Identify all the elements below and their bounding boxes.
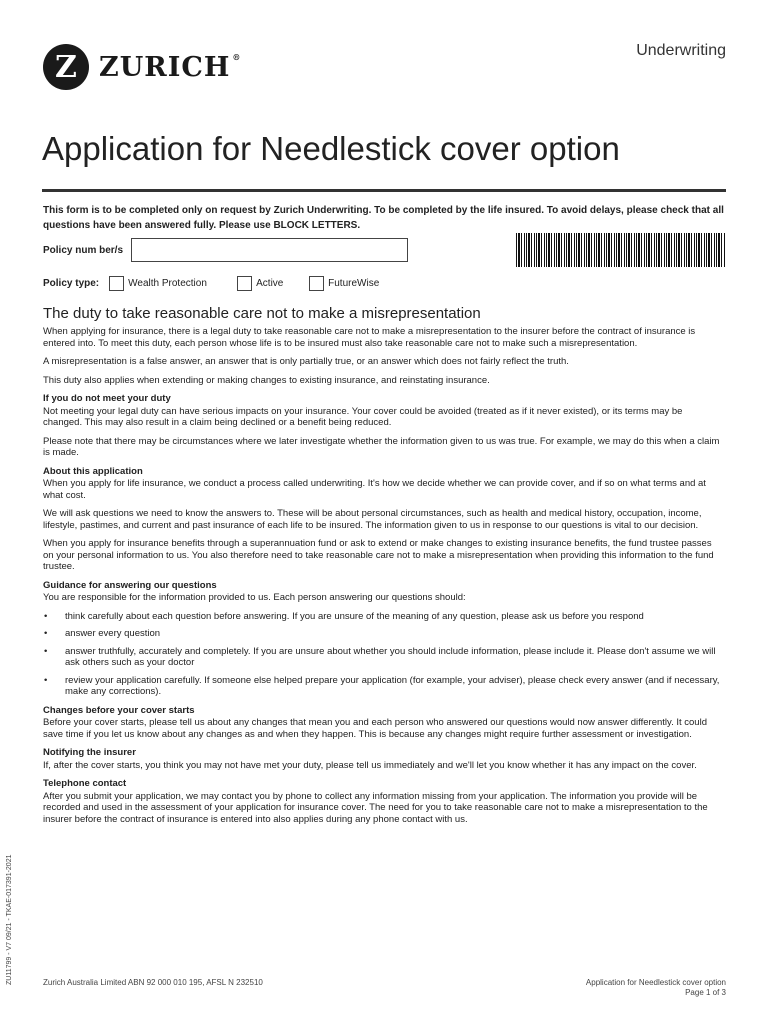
paragraph: If, after the cover starts, you think you may not have met your duty, please tell us immediately and we'll let you know whether it has any impact on the cover. xyxy=(43,759,697,771)
paragraph: Please note that there may be circumstances where we later investigate whether the information given to us was true. For example, we may do this when a claim is made. xyxy=(43,435,720,458)
subheading: Telephone contact xyxy=(43,778,127,789)
department-label: Underwriting xyxy=(636,42,726,59)
policy-type-checkbox[interactable] xyxy=(237,276,252,291)
policy-type-option[interactable] xyxy=(109,276,237,291)
paragraph: When you apply for life insurance, we conduct a process called underwriting. It's how we decide whether we can provide cover, and if so on what terms and at what cost. xyxy=(43,478,706,501)
section-heading: The duty to take reasonable care not to make a misrepresentation xyxy=(43,305,481,322)
policy-number-row xyxy=(43,238,408,262)
policy-number-label: Policy num ber/s xyxy=(43,244,124,256)
zurich-logo-icon: Z xyxy=(43,44,89,90)
page-number: Page 1 of 3 xyxy=(685,988,726,997)
form-code: ZU11799 - V7 09/21 - TKAE-017391-2021 xyxy=(6,854,13,985)
footer-doc-info xyxy=(586,978,726,998)
subheading: About this application xyxy=(43,465,143,477)
paragraph: When applying for insurance, there is a legal duty to take reasonable care not to make a misrepresentation to the insurer before the contract of insurance is entered into. To meet this duty, each person whose life is to be insured must also take reasonable care not to make such a misrepresentation. xyxy=(43,326,696,349)
registered-mark: ® xyxy=(232,51,242,62)
paragraph: Before your cover starts, please tell us about any changes that mean you and each person who answered our questions would now answer differently. It could save time if you let us know about any changes as and when they happen. This is because any changes might require further assessment or investigation. xyxy=(43,717,707,740)
paragraph: This duty also applies when extending or making changes to existing insurance, and reinstating insurance. xyxy=(43,374,490,386)
footer-doc-name: Application for Needlestick cover option xyxy=(585,978,726,987)
paragraph: We will ask questions we need to know the answers to. These will be about personal circumstances, such as health and medical history, occupation, income, lifestyle, pastimes, and current and past insurance of each life to be insured. The information given to us in response to our questions is vital to our decision. xyxy=(43,508,702,531)
list-item: • answer every question xyxy=(43,628,723,640)
intro-text: This form is to be completed only on request by Zurich Underwriting. To be completed by the life insured. To avoid delays, please check that all questions have been answered fully. Please use BLOCK LETTERS. xyxy=(43,205,724,231)
barcode xyxy=(516,233,726,267)
paragraph: When you apply for insurance benefits through a superannuation fund or ask to extend or make changes to existing insurance benefits, the fund trustee passes on your personal information to us. You also therefore need to take reasonable care not to make a misrepresentation when providing this information to the fund trustee. xyxy=(43,538,714,572)
policy-type-option[interactable] xyxy=(237,276,309,291)
policy-type-option-label: FutureWise xyxy=(328,278,380,289)
policy-type-row xyxy=(43,276,379,291)
policy-type-checkbox[interactable] xyxy=(309,276,324,291)
title-divider xyxy=(42,189,726,192)
paragraph: After you submit your application, we may contact you by phone to collect any information missing from your application. The information you provide will be recorded and used in the assessment of your application for insurance cover. The need for you to take reasonable care not to make a misrepresentation to the insurer before the contract of insurance is entered into also applies during any phone contact with us. xyxy=(43,790,708,825)
list-item: • think carefully about each question before answering. If you are unsure of the meaning of any question, please ask us before you respond xyxy=(43,611,723,623)
duty-body xyxy=(43,326,723,832)
page-title: Application for Needlestick cover option xyxy=(42,130,620,167)
policy-type-option-label: Active xyxy=(256,278,284,289)
zurich-wordmark: ZURICH xyxy=(99,51,231,83)
subheading: If you do not meet your duty xyxy=(43,393,171,404)
policy-number-field[interactable] xyxy=(131,238,408,262)
subheading: Notifying the insurer xyxy=(43,747,136,758)
guidance-list xyxy=(43,611,723,698)
policy-type-label: Policy type: xyxy=(43,278,100,289)
policy-type-option[interactable] xyxy=(309,276,379,291)
paragraph: A misrepresentation is a false answer, an answer that is only partially true, or an answer which does not fairly reflect the truth. xyxy=(43,356,569,367)
policy-type-option-label: Wealth Protection xyxy=(128,278,207,289)
policy-type-checkbox[interactable] xyxy=(109,276,124,291)
subheading: Changes before your cover starts xyxy=(43,704,195,716)
list-item: • answer truthfully, accurately and completely. If you are unsure about whether you should include information, please include it. Please don't assume we will ask others such as your doctor xyxy=(43,646,723,669)
list-item: • review your application carefully. If someone else helped prepare your application (for example, your adviser), please check every answer (and if necessary, make any corrections). xyxy=(43,675,723,698)
paragraph: You are responsible for the information provided to us. Each person answering our questions should: xyxy=(43,592,466,603)
company-details: Zurich Australia Limited ABN 92 000 010 195, AFSL N 232510 xyxy=(43,978,263,987)
paragraph: Not meeting your legal duty can have serious impacts on your insurance. Your cover could be avoided (treated as if it never existed), or its terms may be changed. This may also result in a claim being declined or a benefit being reduced. xyxy=(43,405,683,428)
zurich-logo xyxy=(43,44,241,90)
subheading: Guidance for answering our questions xyxy=(43,579,217,591)
